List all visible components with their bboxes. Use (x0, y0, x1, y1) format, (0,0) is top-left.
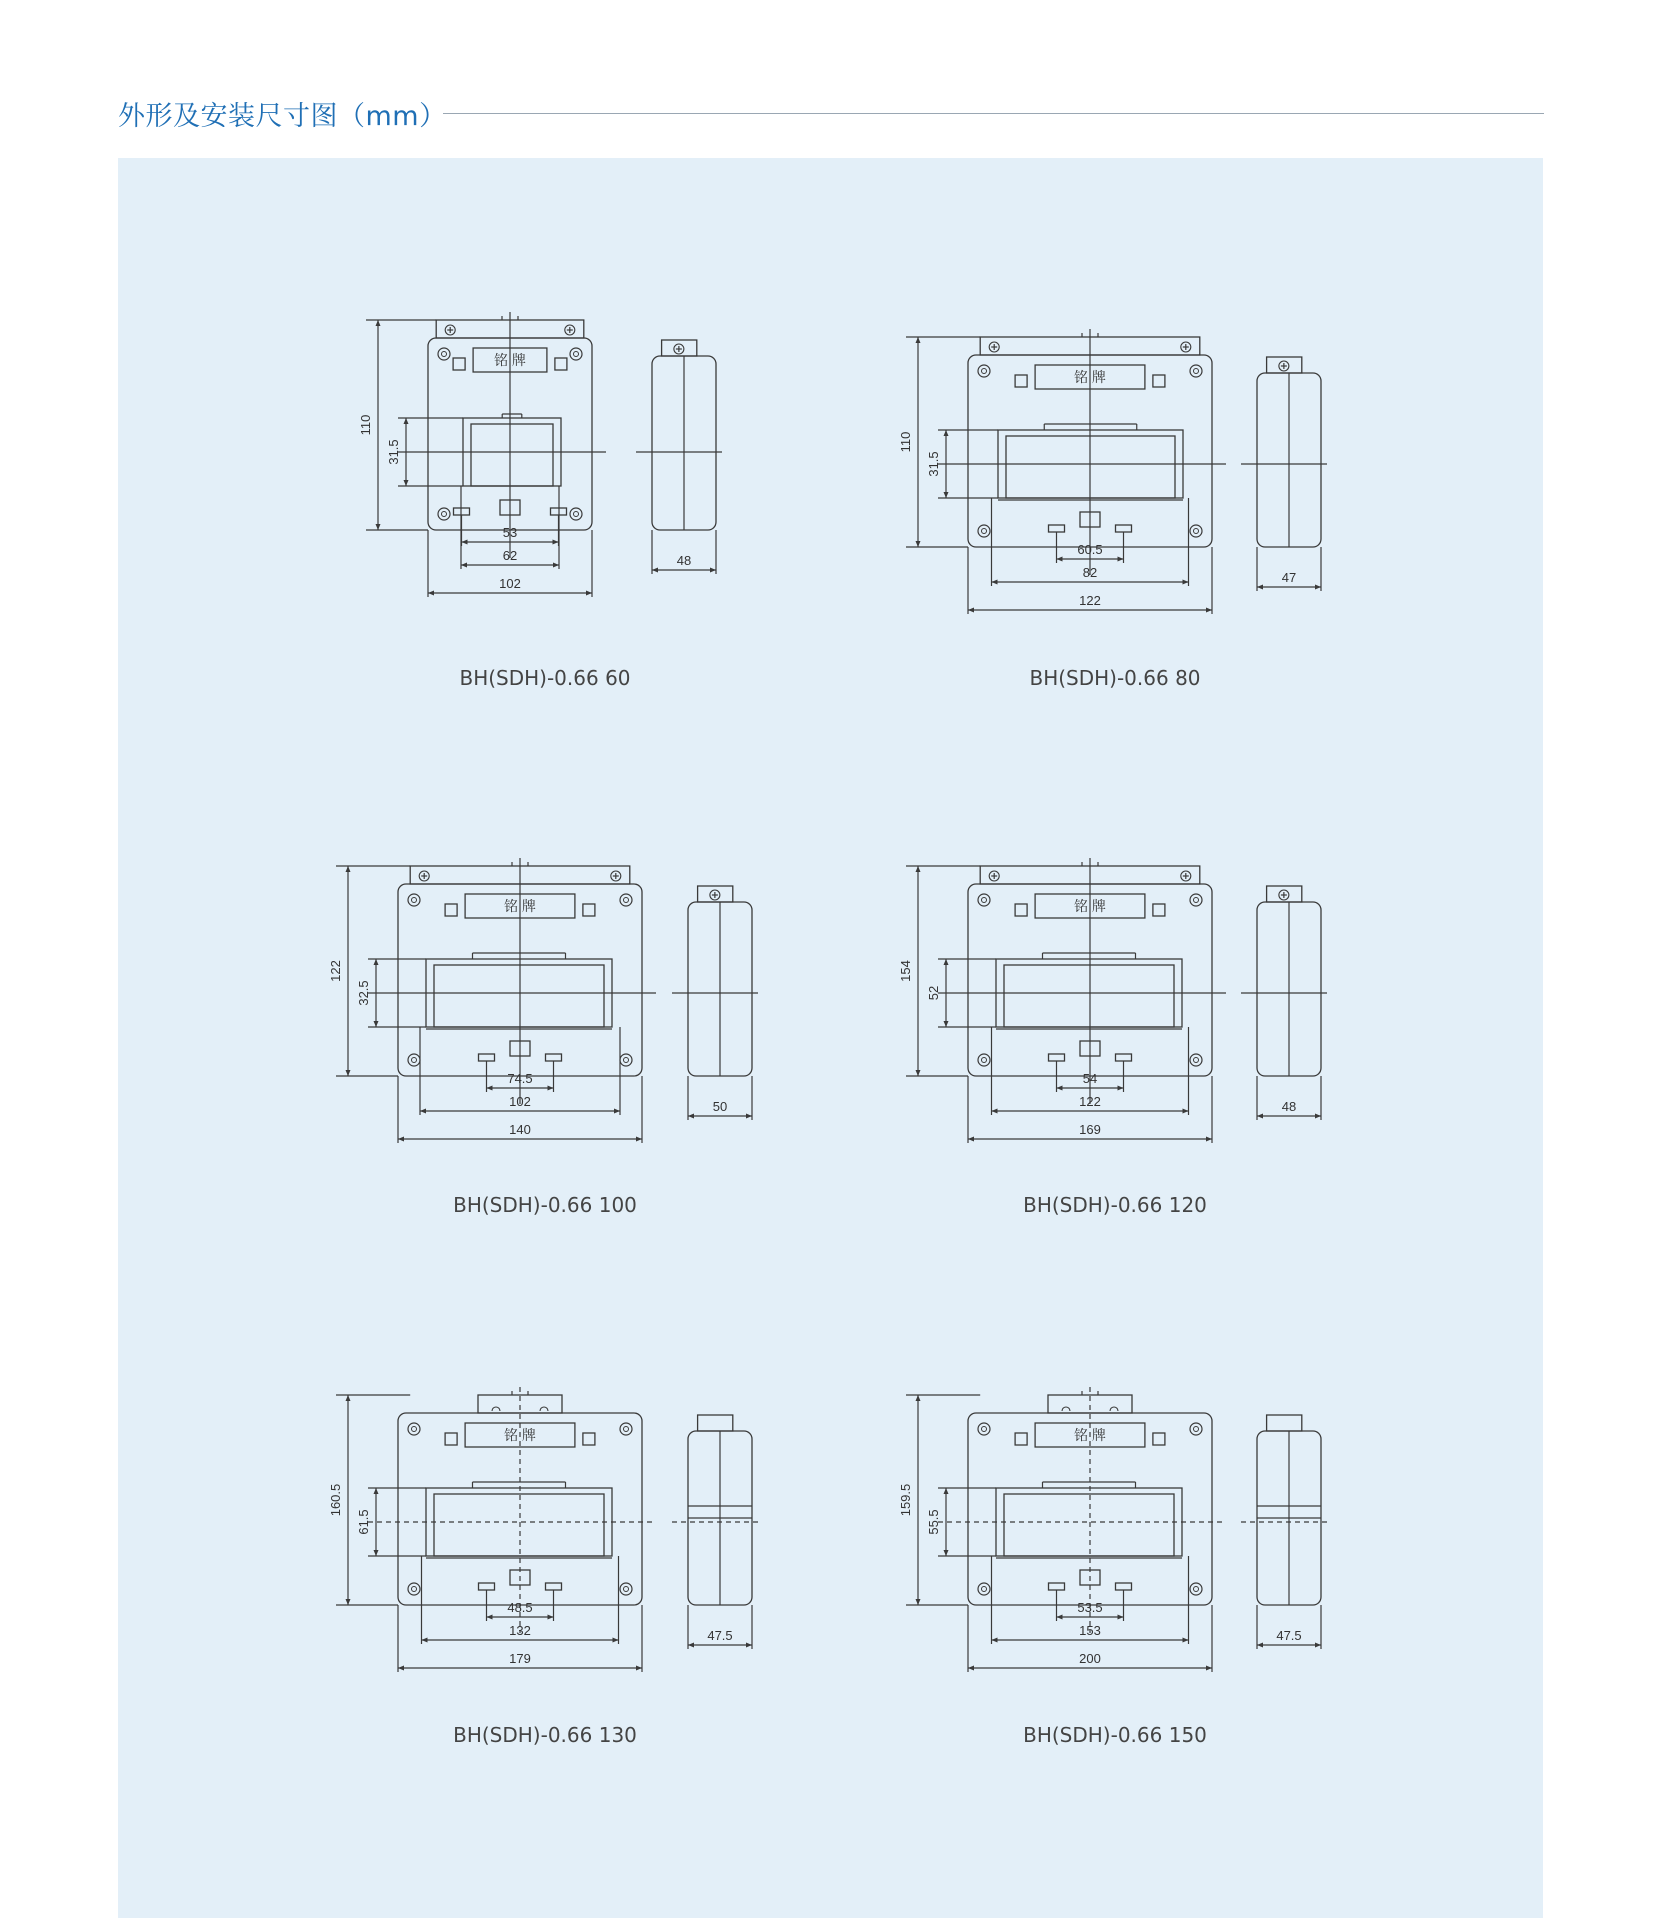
height-dim-label: 110 (898, 431, 913, 453)
width-dim-label: 169 (1079, 1122, 1101, 1137)
depth-dim-label: 48 (676, 553, 692, 568)
page-heading: 外形及安装尺寸图（mm） (118, 101, 447, 132)
window-height-dim-label: 31.5 (386, 439, 401, 465)
inner1-dim-label: 60.5 (1077, 542, 1103, 557)
width-dim-label: 122 (1079, 593, 1101, 608)
arrow-head (1183, 1638, 1189, 1643)
inner1-dim-label: 53.5 (1077, 1600, 1103, 1615)
mount-hole-icon (1190, 1583, 1202, 1595)
mount-hole-inner (1194, 1587, 1199, 1592)
nameplate-label: 铭 牌 (1074, 1427, 1106, 1443)
window-height-dim-label: 52 (926, 985, 941, 1001)
depth-dim-label: 48 (1281, 1099, 1297, 1114)
mount-hole-icon (978, 1583, 990, 1595)
inner1-dim-label: 74.5 (507, 1071, 533, 1086)
arrow-head (992, 1638, 998, 1643)
nameplate-label: 铭 牌 (1074, 369, 1106, 385)
width-dim-label: 140 (509, 1122, 531, 1137)
arrow-head (916, 1395, 921, 1401)
inner2-dim-label: 153 (1079, 1623, 1101, 1638)
arrow-head (1257, 1643, 1263, 1648)
depth-dim-label: 50 (712, 1099, 728, 1114)
inner1-dim-label: 53 (502, 525, 518, 540)
bracket-tab-icon (1110, 1407, 1118, 1411)
side-bracket (1267, 1415, 1302, 1431)
figure-caption: BH(SDH)-0.66 130 (453, 1723, 637, 1747)
window-height-dim-label: 61.5 (356, 1509, 371, 1535)
height-dim-label: 160.5 (328, 1483, 343, 1517)
bracket-tab-icon (1062, 1407, 1070, 1411)
arrow-head (1118, 1615, 1124, 1620)
depth-dim-label: 47 (1281, 570, 1297, 585)
arrow-head (1057, 1615, 1063, 1620)
depth-dim-label: 47.5 (707, 1628, 733, 1643)
nameplate-label: 铭 牌 (494, 352, 526, 368)
figure-caption: BH(SDH)-0.66 150 (1023, 1723, 1207, 1747)
mount-hole-inner (982, 1427, 987, 1432)
arrow-head (1315, 1643, 1321, 1648)
front-view (898, 1387, 1226, 1672)
inner2-dim-label: 132 (509, 1623, 531, 1638)
window-height-dim-label: 32.5 (356, 980, 371, 1006)
nameplate-label: 铭 牌 (504, 1427, 536, 1443)
width-dim-label: 200 (1079, 1651, 1101, 1666)
figure-caption: BH(SDH)-0.66 120 (1023, 1193, 1207, 1217)
mount-hole-inner (982, 1587, 987, 1592)
inner2-dim-label: 122 (1079, 1094, 1101, 1109)
figure-caption: BH(SDH)-0.66 100 (453, 1193, 637, 1217)
depth-dim-label: 47.5 (1276, 1628, 1302, 1643)
arrow-head (944, 1550, 949, 1556)
inner2-dim-label: 62 (502, 548, 518, 563)
inner2-dim-label: 102 (509, 1094, 531, 1109)
inner2-dim-label: 82 (1082, 565, 1098, 580)
height-dim-label: 122 (328, 960, 343, 982)
height-dim-label: 110 (358, 414, 373, 436)
width-dim-label: 102 (499, 576, 521, 591)
inner1-dim-label: 54 (1082, 1071, 1098, 1086)
side-view (1241, 1415, 1327, 1649)
mount-slot (1049, 1583, 1065, 1590)
height-dim-label: 159.5 (898, 1483, 913, 1517)
marker-square (1015, 1433, 1027, 1445)
arrow-head (916, 1599, 921, 1605)
height-dim-label: 154 (898, 960, 913, 982)
window-height-dim-label: 31.5 (926, 451, 941, 477)
mount-slot (1116, 1583, 1132, 1590)
mount-hole-icon (1190, 1423, 1202, 1435)
window-inner (1004, 1494, 1174, 1556)
mount-hole-inner (1194, 1427, 1199, 1432)
nameplate-label: 铭 牌 (1074, 898, 1106, 914)
marker-square (1153, 1433, 1165, 1445)
figure-caption: BH(SDH)-0.66 60 (459, 666, 631, 690)
mount-hole-icon (978, 1423, 990, 1435)
width-dim-label: 179 (509, 1651, 531, 1666)
inner1-dim-label: 48.5 (507, 1600, 533, 1615)
window-height-dim-label: 55.5 (926, 1509, 941, 1535)
arrow-head (1206, 1666, 1212, 1671)
nameplate-label: 铭 牌 (504, 898, 536, 914)
arrow-head (968, 1666, 974, 1671)
figure-caption: BH(SDH)-0.66 80 (1029, 666, 1201, 690)
arrow-head (944, 1488, 949, 1494)
